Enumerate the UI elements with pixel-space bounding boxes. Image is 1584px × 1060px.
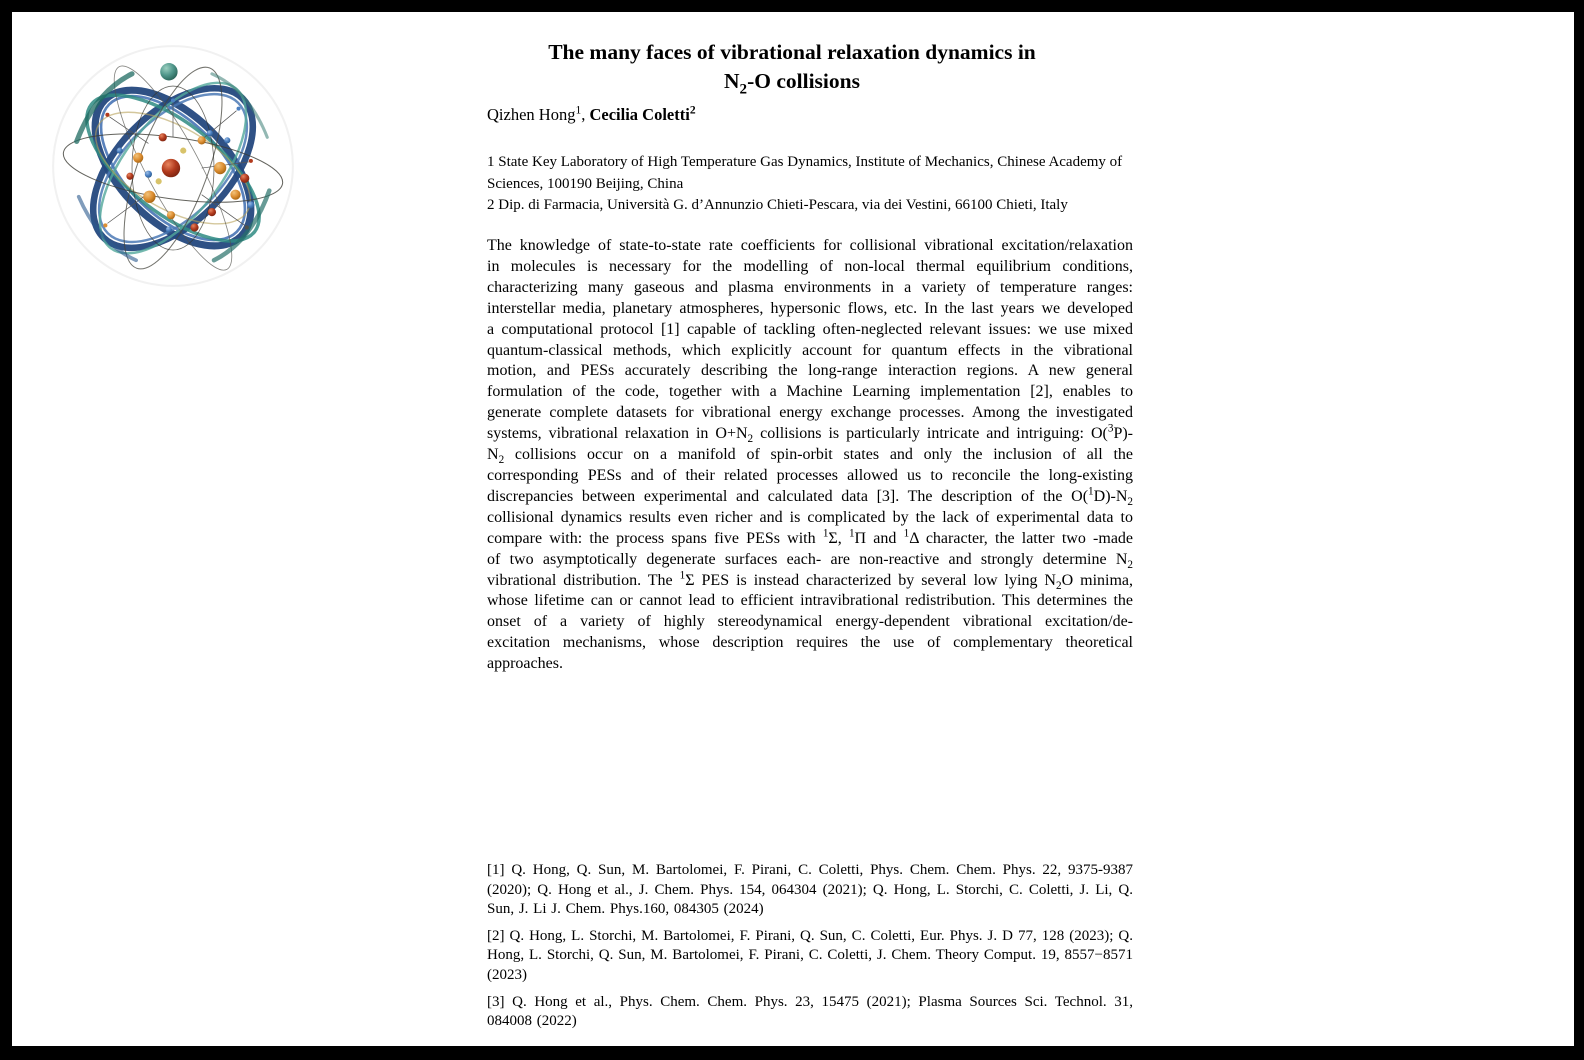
abstract-text: The knowledge of state-to-state rate coefficients for collisional vibrational excitation/relaxation in molecules is necessary for the modelling of non-local thermal equilibrium conditions, characterizing many gaseous and plasma environments in a variety of temperature ranges: interstellar media, planetary atmospheres, hypersonic flows, etc. In the last years we developed a computational protocol [1] capable of tackling often-neglected relevant issues: we use mixed quantum-classical methods, which explicitly account for quantum effects in the vibrational motion, and PESs accurately describing the long-range interaction regions. A new general formulation of the code, together with a Machine Learning implementation [2], enables to generate complete datasets for vibrational energy exchange processes. Among the investigated systems, vibrational relaxation in $O+N_2$ collisions is particularly intricate and intriguing: $O(^3P)-N_2$ collisions occur on a manifold of spin-orbit states and only the inclusion of all the corresponding PESs and of their related processes allowed us to reconcile the long-existing discrepancies between experimental and calculated data [3]. The description of the $O(^1D)-N_2$ collisional dynamics results even richer and is complicated by the lack of experimental data to compare with: the process spans five PESs with $^1$Σ, $^1$Π and $^1$Δ character, the latter two -made of two asymptotically degenerate surfaces each- are non-reactive and strongly determine $N_2$ vibrational distribution. The $^1$Σ PES is instead characterized by several low lying $N_2O$ minima, whose lifetime can or cannot lead to efficient intravibrational redistribution. This determines the onset of a variety of highly stereodynamical energy-dependent vibrational excitation/de-excitation mechanisms, whose description requires the use of complementary theoretical approaches. (487, 237, 1134, 673)
top-electron-sphere (160, 63, 177, 80)
reference-item-1: [1] Q. Hong, Q. Sun, M. Bartolomei, F. Pirani, C. Coletti, Phys. Chem. Chem. Phys. 22, 9375-9387 (2020); Q. Hong et al., J. Chem. Phys. 154, 064304 (2021); Q. Hong, L. Storchi, C. Coletti, J. Li, Q. Sun, J. Li J. Chem. Phys.160, 084305 (2024) (487, 862, 1133, 918)
nucleus-sphere (162, 159, 180, 177)
affiliations-block (487, 152, 1133, 217)
affiliation-1: 1 State Key Laboratory of High Temperature Gas Dynamics, Institute of Mechanics, Chinese Academy of Sciences, 100190 Beijing, China (487, 154, 1123, 192)
paper-title-line1: The many faces of vibrational relaxation dynamics in (548, 40, 1036, 65)
abstract-column (487, 12, 1133, 1046)
reference-item-3: [3] Q. Hong et al., Phys. Chem. Chem. Phys. 23, 15475 (2021); Plasma Sources Sci. Technol. 31, 084008 (2022) (487, 993, 1133, 1030)
atom-artwork-image (48, 40, 298, 292)
paper-title-line2: $N_2-O$ collisions (724, 69, 860, 98)
affiliation-2: 2 Dip. di Farmacia, Università G. d’Annunzio Chieti-Pescara, via dei Vestini, 66100 Chieti, Italy (487, 197, 1068, 213)
reference-item-2: [2] Q. Hong, L. Storchi, M. Bartolomei, F. Pirani, Q. Sun, C. Coletti, Eur. Phys. J. D 77, 128 (2023); Q. Hong, L. Storchi, Q. Sun, M. Bartolomei, F. Pirani, C. Coletti, J. Chem. Theory Comput. 19, 8557−8571 (2023) (487, 927, 1133, 983)
paper-title (469, 38, 1115, 96)
page (12, 12, 1574, 1046)
references-list (487, 861, 1133, 1039)
authors-line: Qizhen Hong$^1$, Cecilia Coletti$^2$ (487, 104, 696, 124)
